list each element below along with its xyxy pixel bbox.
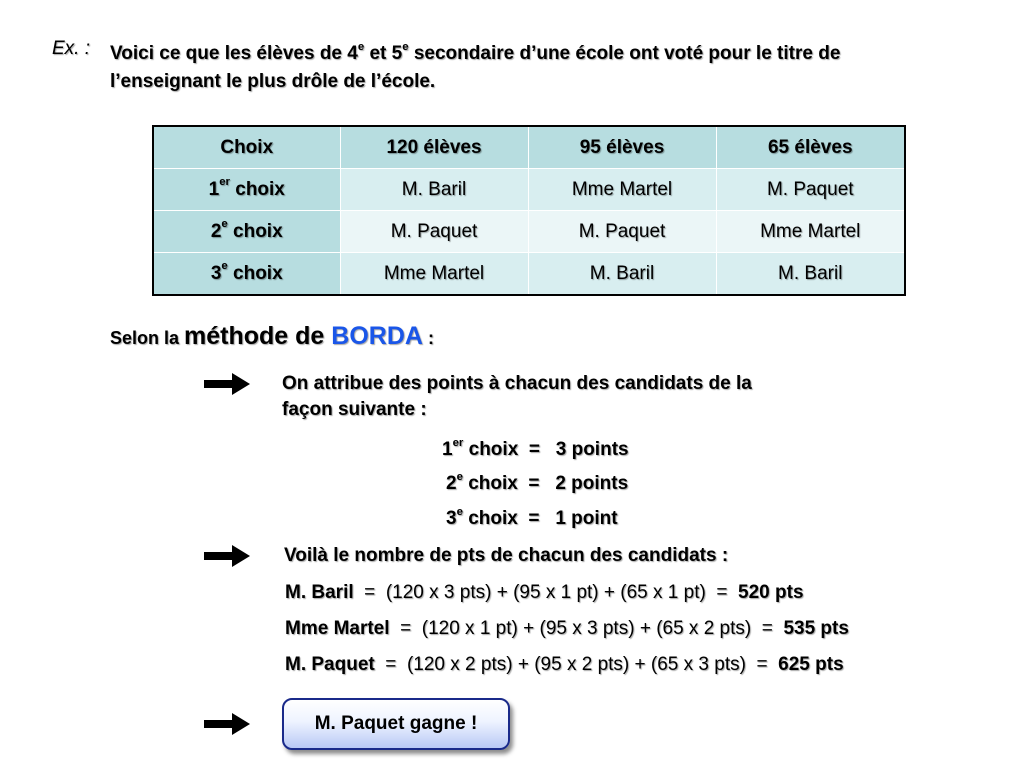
- table-header: Choix: [153, 126, 340, 169]
- table-cell: Mme Martel: [528, 169, 716, 211]
- table-cell: M. Paquet: [340, 211, 528, 253]
- points-intro: On attribue des points à chacun des candidats de la façon suivante :: [282, 373, 752, 420]
- table-header: 65 élèves: [716, 126, 905, 169]
- winner-box: [282, 698, 510, 750]
- points-rule-1: 1er choix = 3 points: [442, 436, 629, 460]
- table-row: [153, 169, 905, 211]
- table-cell: Mme Martel: [716, 211, 905, 253]
- row-header: 3e choix: [153, 253, 340, 296]
- right-arrow-icon: [204, 373, 250, 395]
- table-cell: M. Paquet: [716, 169, 905, 211]
- row-header: 1er choix: [153, 169, 340, 211]
- table-row: [153, 211, 905, 253]
- totals-intro: Voilà le nombre de pts de chacun des candidats :: [284, 545, 729, 566]
- table-cell: M. Baril: [528, 253, 716, 296]
- table-cell: Mme Martel: [340, 253, 528, 296]
- winner-label: M. Paquet gagne !: [314, 713, 478, 734]
- table-row: [153, 253, 905, 296]
- intro-text: [110, 40, 1010, 96]
- intro-line-2: l’enseignant le plus drôle de l’école.: [110, 71, 436, 92]
- points-rule-3: 3e choix = 1 point: [446, 505, 618, 529]
- points-rule-2: 2e choix = 2 points: [446, 470, 629, 494]
- table-header: 95 élèves: [528, 126, 716, 169]
- table-cell: M. Paquet: [528, 211, 716, 253]
- example-label: Ex. :: [52, 38, 91, 59]
- borda-name: BORDA: [331, 322, 423, 350]
- borda-heading: Selon la méthode de BORDA :: [110, 322, 434, 350]
- total-baril: M. Baril = (120 x 3 pts) + (95 x 1 pt) + (65 x 1 pt) = 520 pts: [285, 582, 804, 603]
- right-arrow-icon: [204, 545, 250, 567]
- total-martel: Mme Martel = (120 x 1 pt) + (95 x 3 pts) + (65 x 2 pts) = 535 pts: [285, 618, 849, 639]
- table-cell: M. Baril: [340, 169, 528, 211]
- total-paquet: M. Paquet = (120 x 2 pts) + (95 x 2 pts) + (65 x 3 pts) = 625 pts: [285, 654, 844, 675]
- table-cell: M. Baril: [716, 253, 905, 296]
- table-header: 120 élèves: [340, 126, 528, 169]
- row-header: 2e choix: [153, 211, 340, 253]
- right-arrow-icon: [204, 713, 250, 735]
- intro-line-1: Voici ce que les élèves de 4e et 5e secondaire d’une école ont voté pour le titre de: [110, 40, 841, 64]
- vote-table: [152, 125, 906, 296]
- table-header-row: [153, 126, 905, 169]
